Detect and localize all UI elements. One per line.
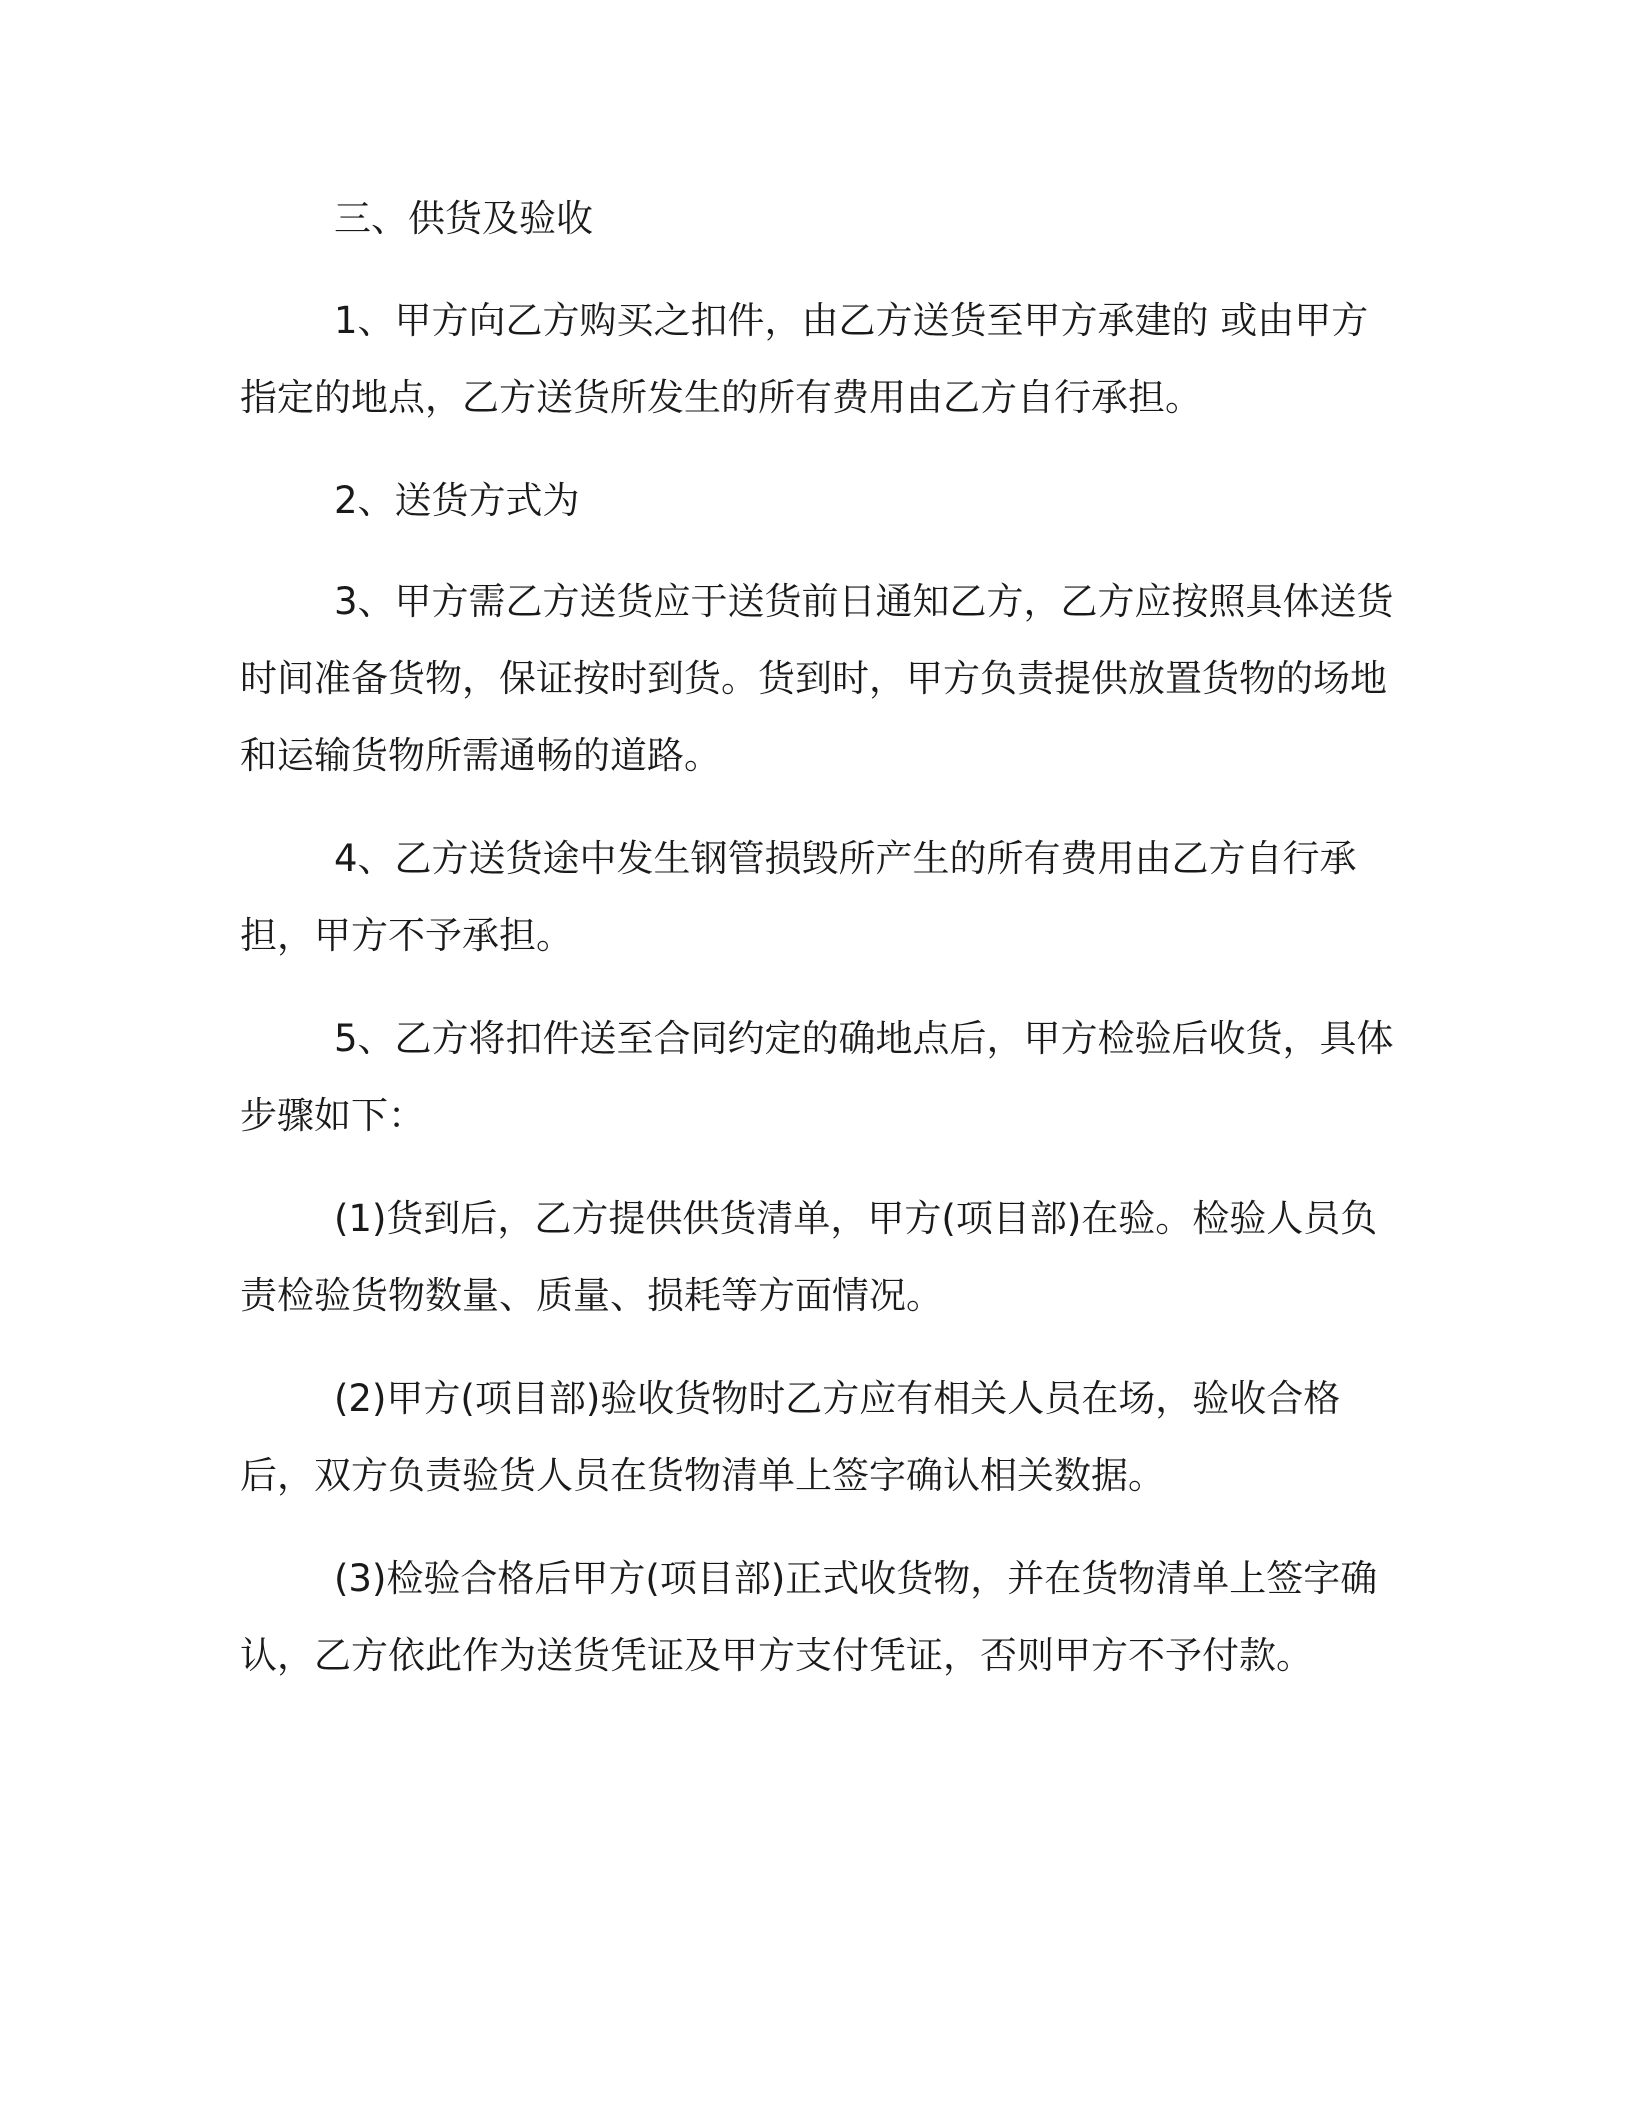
paragraph-5: 5、乙方将扣件送至合同约定的确地点后，甲方检验后收货，具体步骤如下： bbox=[240, 1017, 1394, 1137]
paragraph-4: 4、乙方送货途中发生钢管损毁所产生的所有费用由乙方自行承担，甲方不予承担。 bbox=[240, 837, 1357, 957]
paragraph-3: 3、甲方需乙方送货应于送货前日通知乙方，乙方应按照具体送货时间准备货物，保证按时到货。货到时，甲方负责提供放置货物的场地和运输货物所需通畅的道路。 bbox=[240, 580, 1394, 777]
paragraph-1: 1、甲方向乙方购买之扣件，由乙方送货至甲方承建的 或由甲方指定的地点，乙方送货所发生的所有费用由乙方自行承担。 bbox=[240, 299, 1369, 419]
paragraph-step-2: (2)甲方(项目部)验收货物时乙方应有相关人员在场，验收合格后，双方负责验货人员在货物清单上签字确认相关数据。 bbox=[240, 1377, 1341, 1497]
paragraph-step-3: (3)检验合格后甲方(项目部)正式收货物，并在货物清单上签字确认，乙方依此作为送货凭证及甲方支付凭证，否则甲方不予付款。 bbox=[240, 1557, 1378, 1677]
paragraph-2: 2、送货方式为 bbox=[334, 479, 580, 522]
paragraph-step-1: (1)货到后，乙方提供供货清单，甲方(项目部)在验。检验人员负责检验货物数量、质量、损耗等方面情况。 bbox=[240, 1197, 1378, 1317]
section-heading: 三、供货及验收 bbox=[334, 197, 593, 240]
